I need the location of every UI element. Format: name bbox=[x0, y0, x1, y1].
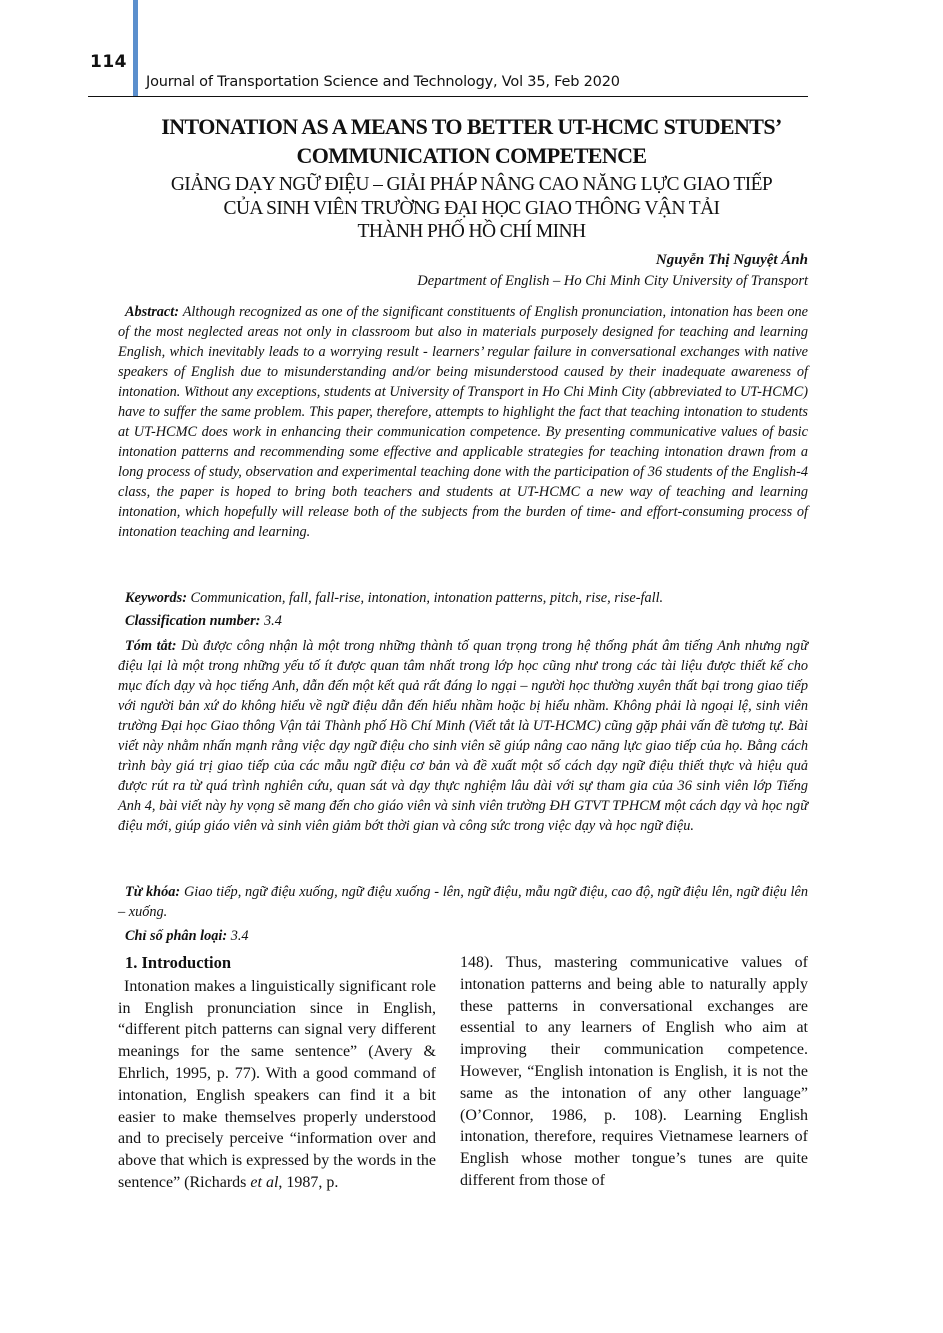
introduction-text: Intonation makes a linguistically significant role in English pronunciation since in English, “different pitch patterns can signal very different meanings for the same sentence” (Avery & Ehrlich, 1995, p. 77). With a good command of intonation, English speakers can find it a bit easier to make themselves properly understood and to precisely perceive “information over and above that which is expressed by the words in the sentence” (Richards bbox=[118, 977, 436, 1191]
vietnamese-abstract bbox=[118, 636, 808, 836]
introduction-left-column bbox=[118, 952, 436, 1194]
author-name: Nguyễn Thị Nguyệt Ánh bbox=[655, 252, 808, 268]
journal-title: Journal of Transportation Science and Technology, Vol 35, Feb 2020 bbox=[146, 74, 620, 90]
tu-khoa-label: Từ khóa: bbox=[125, 884, 181, 900]
vietnamese-title-line: GIẢNG DẠY NGỮ ĐIỆU – GIẢI PHÁP NÂNG CAO NĂNG LỰC GIAO TIẾP bbox=[170, 174, 773, 195]
english-title-line: INTONATION AS A MEANS TO BETTER UT-HCMC STUDENTS’ bbox=[161, 114, 782, 139]
abstract bbox=[118, 302, 808, 542]
vietnamese-classification bbox=[118, 926, 808, 946]
introduction-paragraph bbox=[118, 976, 436, 1194]
abstract-text: Although recognized as one of the significant constituents of English pronunciation, intonation has been one of the most neglected areas not only in classroom but also in materials purposely designed for teaching and learning English, which inevitably leads to a worrying result - learners’ regular failure in conversational exchanges with native speakers of English due to misunderstanding and/or being misunderstood caused by their inadequate awareness of intonation. Without any exceptions, students at University of Transport in Ho Chi Minh City (abbreviated to UT-HCMC) have to suffer the same problem. This paper, therefore, attempts to highlight the fact that teaching intonation to students at UT-HCMC does work in enhancing their communication competence. By presenting communicative values of basic intonation patterns and recommending some effective and applicable strategies for teaching intonation drawn from a long process of study, observation and experimental teaching done with the participation of 36 students of the English-4 class, the paper is hoped to bring both teachers and students at UT-HCMC a new way of teaching and learning intonation, which hopefully will release both of the subjects from the burden of time- and effort-consuming process of intonation teaching and learning. bbox=[118, 304, 808, 540]
tu-khoa-text: Giao tiếp, ngữ điệu xuống, ngữ điệu xuống - lên, ngữ điệu, mẫu ngữ điệu, cao độ, ngữ điệu lên, ngữ điệu lên – xuống. bbox=[118, 884, 808, 920]
abstract-label: Abstract: bbox=[125, 304, 180, 320]
english-title bbox=[0, 112, 943, 170]
keywords bbox=[118, 588, 808, 608]
vietnamese-title-line: THÀNH PHỐ HỒ CHÍ MINH bbox=[357, 221, 586, 242]
header-divider bbox=[88, 96, 808, 97]
classification-value: 3.4 bbox=[264, 613, 282, 629]
keywords-label: Keywords: bbox=[125, 590, 187, 606]
tom-tat-text: Dù được công nhận là một trong những thành tố quan trọng trong hệ thống phát âm tiếng Anh nhưng ngữ điệu lại là một trong những yếu tố ít được quan tâm nhất trong lớp học cũng như trong các tài liệu được thiết kế cho mục đích dạy và học tiếng Anh, dẫn đến một kết quả rất đáng lo ngại – người học thường xuyên thất bại trong giao tiếp với người bản xứ do không hiểu về ngữ điệu dẫn đến hiểu nhầm hoặc bị hiểu nhầm. Không phải là ngoại lệ, sinh viên trường Đại học Giao thông Vận tải Thành phố Hồ Chí Minh (Viết tắt là UT-HCMC) cũng gặp phải vấn đề tương tự. Bài viết này nhằm nhấn mạnh rằng việc dạy ngữ điệu cho sinh viên sẽ giúp nâng cao năng lực giao tiếp của họ. Bằng cách trình bày giá trị giao tiếp của các mẫu ngữ điệu cơ bản và đề xuất một số cách dạy ngữ điệu thiết thực và hiệu quả được rút ra từ quá trình nghiên cứu, quan sát và dạy thực nghiệm lâu dài với sự tham gia của 36 sinh viên lớp Tiếng Anh 4, bài viết này hy vọng sẽ mang đến cho giáo viên và sinh viên trường ĐH GTVT TPHCM một cách dạy và học ngữ điệu mới, giúp giáo viên và sinh viên giảm bớt thời gian và công sức trong việc dạy và học ngữ điệu. bbox=[118, 638, 808, 834]
vietnamese-title-line: CỦA SINH VIÊN TRƯỜNG ĐẠI HỌC GIAO THÔNG VẬN TẢI bbox=[223, 197, 720, 219]
tom-tat-label: Tóm tắt: bbox=[125, 638, 177, 654]
page-number: 114 bbox=[90, 52, 127, 72]
section-heading: 1. Introduction bbox=[125, 953, 232, 972]
introduction-text-tail: , 1987, p. bbox=[278, 1173, 339, 1191]
introduction-paragraph-continued: 148). Thus, mastering communicative values of intonation patterns and being able to naturally apply these patterns in conversational exchanges are essential to any learners of English who aim at improving their communication competence. However, “English intonation is English, it is not the same as the intonation of any other language” (O’Connor, 1986, p. 108). Learning English intonation, therefore, requires Vietnamese learners of English whose mother tongue’s tunes are quite different from those of bbox=[460, 954, 808, 1189]
header-accent-bar bbox=[133, 0, 138, 97]
citation-italic: et al bbox=[250, 1173, 279, 1191]
introduction-right-column bbox=[460, 952, 808, 1192]
vietnamese-keywords bbox=[118, 882, 808, 922]
author-affiliation: Department of English – Ho Chi Minh City University of Transport bbox=[417, 273, 808, 289]
chi-so-value: 3.4 bbox=[230, 928, 249, 944]
vietnamese-title bbox=[0, 173, 943, 244]
chi-so-label: Chỉ số phân loại: bbox=[125, 928, 228, 944]
classification-label: Classification number: bbox=[125, 613, 261, 629]
classification-number bbox=[118, 611, 808, 631]
english-title-line: COMMUNICATION COMPETENCE bbox=[296, 143, 647, 168]
keywords-text: Communication, fall, fall-rise, intonation, intonation patterns, pitch, rise, rise-fall. bbox=[190, 590, 664, 606]
